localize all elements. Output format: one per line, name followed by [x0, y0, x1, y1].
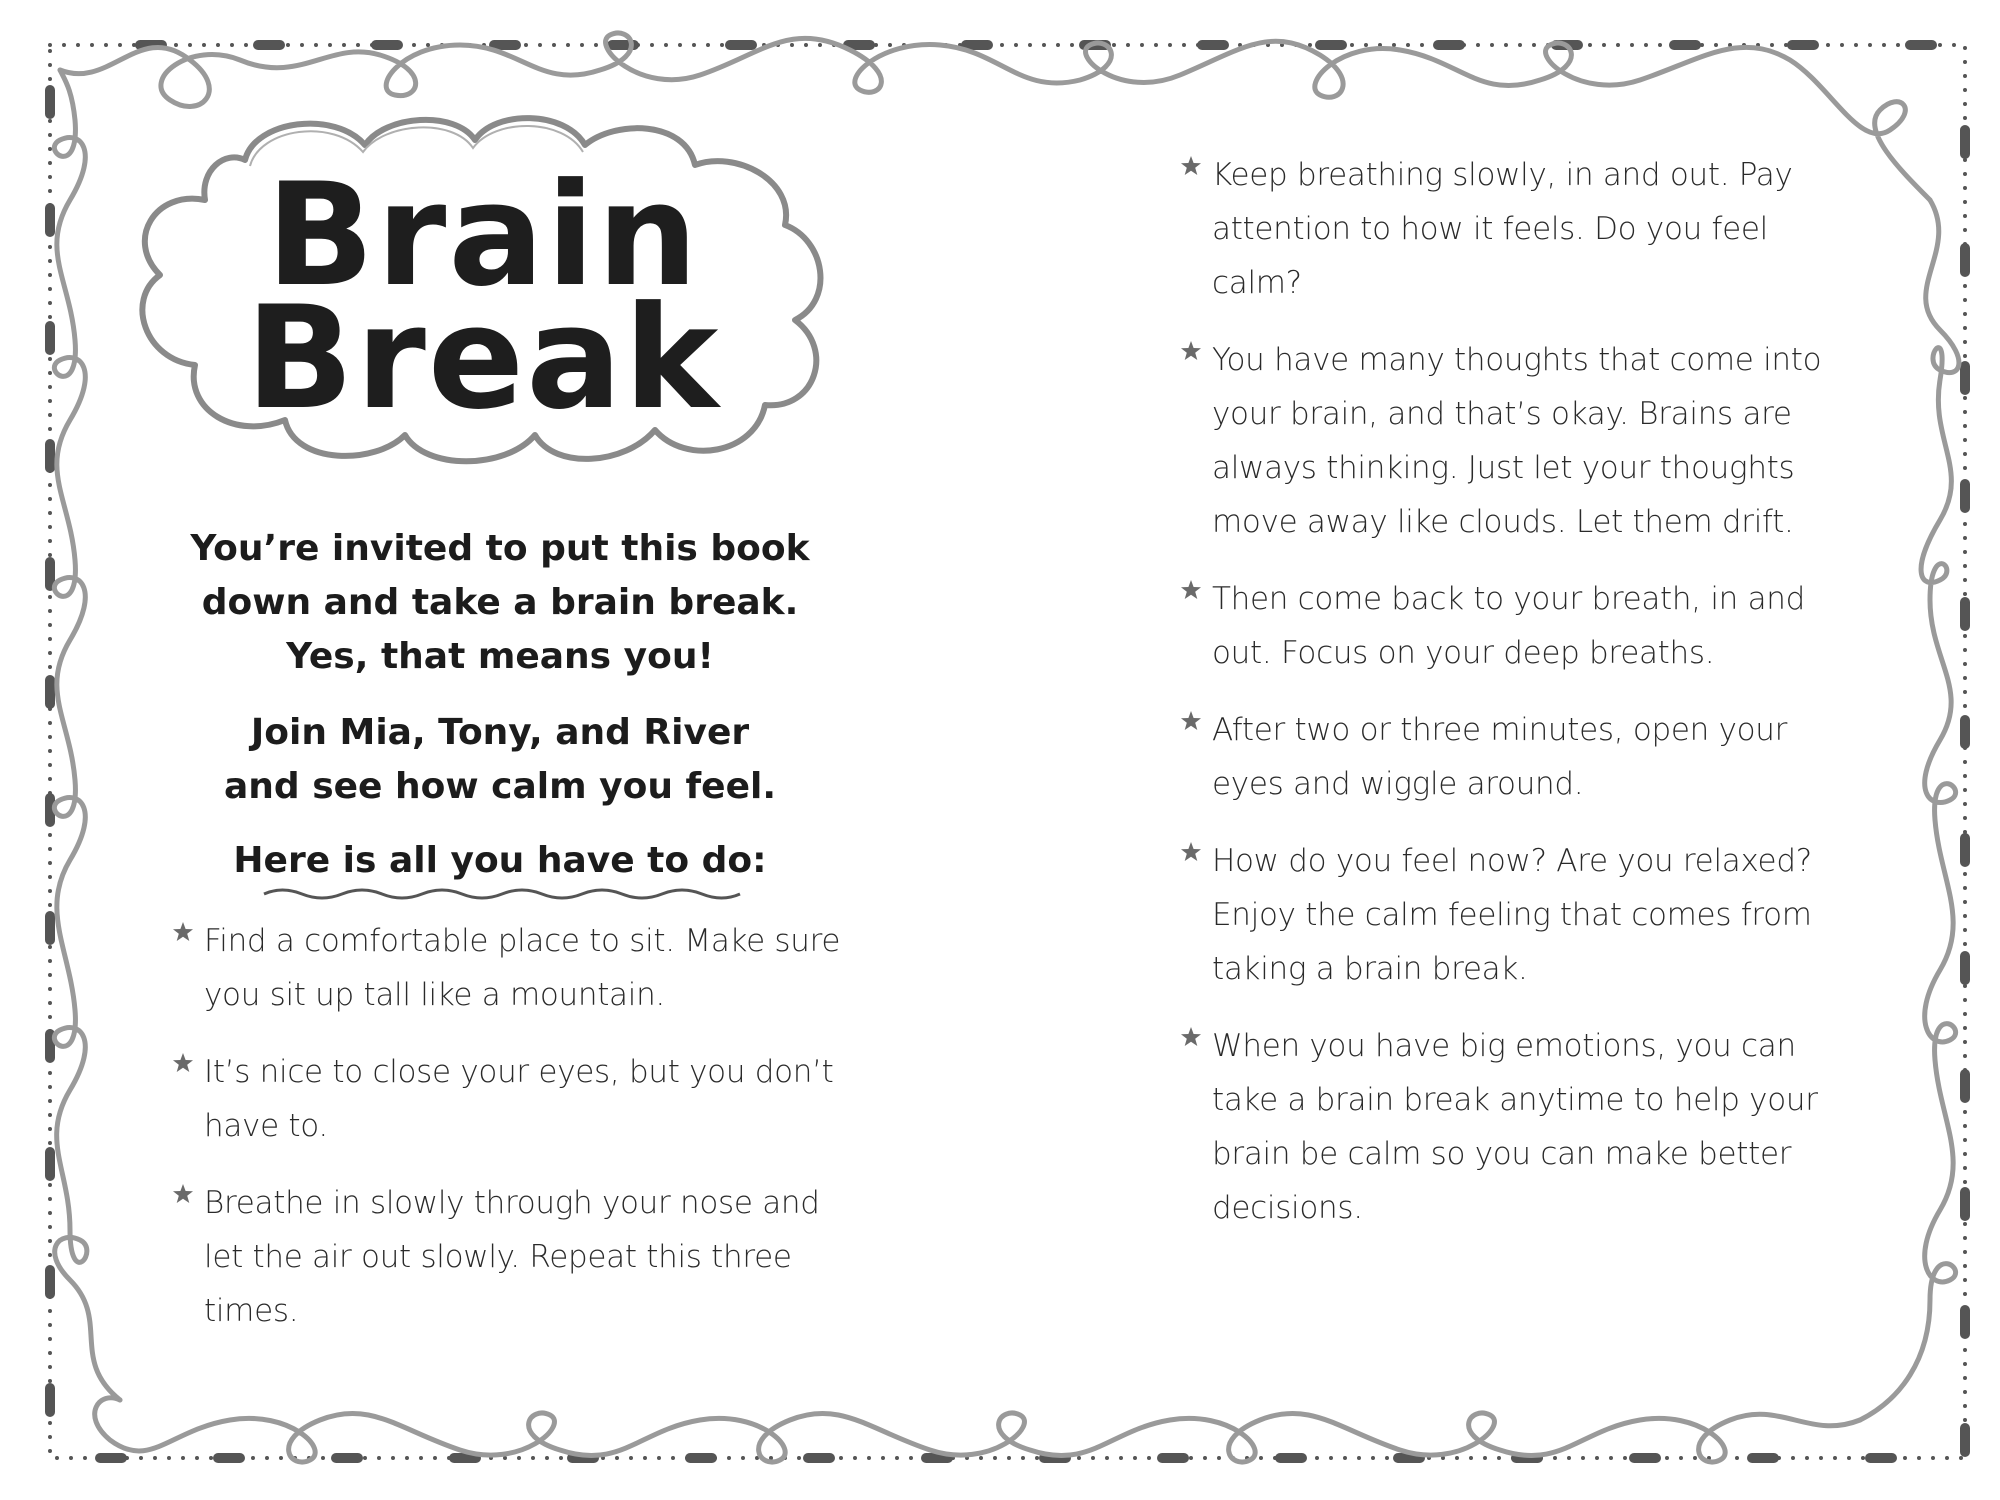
- step-text-line: always thinking. Just let your thoughts: [1212, 450, 1795, 486]
- step-text-line: Find a comfortable place to sit. Make sure: [204, 923, 841, 959]
- step-text-line: brain be calm so you can make better: [1212, 1136, 1792, 1172]
- intro-line: Yes, that means you!: [286, 636, 714, 677]
- star-icon: [1180, 841, 1202, 863]
- intro-paragraph-2: [170, 706, 830, 814]
- step-text-line: After two or three minutes, open your: [1212, 712, 1788, 748]
- step-text-line: Enjoy the calm feeling that comes from: [1212, 897, 1812, 933]
- star-icon: [1180, 1026, 1202, 1048]
- step-item: [1180, 333, 1880, 549]
- step-text-line: times.: [204, 1293, 299, 1329]
- step-item: [1180, 703, 1880, 811]
- star-icon: [1180, 710, 1202, 732]
- step-item: [172, 1045, 862, 1153]
- step-item: [1180, 1019, 1880, 1235]
- intro-line: You’re invited to put this book: [190, 528, 810, 569]
- step-text-line: How do you feel now? Are you relaxed?: [1212, 843, 1812, 879]
- intro-paragraph-1: [170, 522, 830, 684]
- step-text-line: take a brain break anytime to help your: [1212, 1082, 1818, 1118]
- step-item: [1180, 834, 1880, 996]
- instructions-heading: Here is all you have to do:: [233, 840, 767, 881]
- step-text-line: taking a brain break.: [1212, 951, 1528, 987]
- step-text-line: have to.: [204, 1108, 328, 1144]
- star-icon: [1180, 155, 1202, 177]
- steps-list-right: [1180, 148, 1880, 1258]
- step-item: [1180, 148, 1880, 310]
- step-text-line: attention to how it feels. Do you feel: [1212, 211, 1768, 247]
- intro-line: Join Mia, Tony, and River: [250, 712, 750, 753]
- star-icon: [1180, 579, 1202, 601]
- step-text-line: out. Focus on your deep breaths.: [1212, 635, 1715, 671]
- step-item: [172, 914, 862, 1022]
- step-text-line: decisions.: [1212, 1190, 1363, 1226]
- step-text-line: you sit up tall like a mountain.: [204, 977, 665, 1013]
- title-line-2: Break: [245, 276, 721, 441]
- star-icon: [172, 1183, 194, 1205]
- step-text-line: eyes and wiggle around.: [1212, 766, 1584, 802]
- step-text-line: It’s nice to close your eyes, but you don’t: [204, 1054, 834, 1090]
- title-line-1: Brain: [266, 153, 700, 318]
- star-icon: [172, 921, 194, 943]
- step-text-line: Then come back to your breath, in and: [1212, 581, 1806, 617]
- step-text-line: When you have big emotions, you can: [1212, 1028, 1796, 1064]
- step-text-line: calm?: [1212, 265, 1302, 301]
- step-text-line: Breathe in slowly through your nose and: [204, 1185, 820, 1221]
- intro-line: and see how calm you feel.: [223, 766, 777, 807]
- wavy-underline: [262, 884, 742, 904]
- step-text-line: move away like clouds. Let them drift.: [1212, 504, 1794, 540]
- step-item: [1180, 572, 1880, 680]
- step-item: [172, 1176, 862, 1338]
- intro-line: down and take a brain break.: [201, 582, 799, 623]
- step-text-line: Keep breathing slowly, in and out. Pay: [1212, 157, 1793, 193]
- step-text-line: let the air out slowly. Repeat this three: [204, 1239, 792, 1275]
- star-icon: [1180, 340, 1202, 362]
- steps-list-left: [172, 914, 862, 1361]
- star-icon: [172, 1052, 194, 1074]
- step-text-line: your brain, and that’s okay. Brains are: [1212, 396, 1792, 432]
- step-text-line: You have many thoughts that come into: [1212, 342, 1822, 378]
